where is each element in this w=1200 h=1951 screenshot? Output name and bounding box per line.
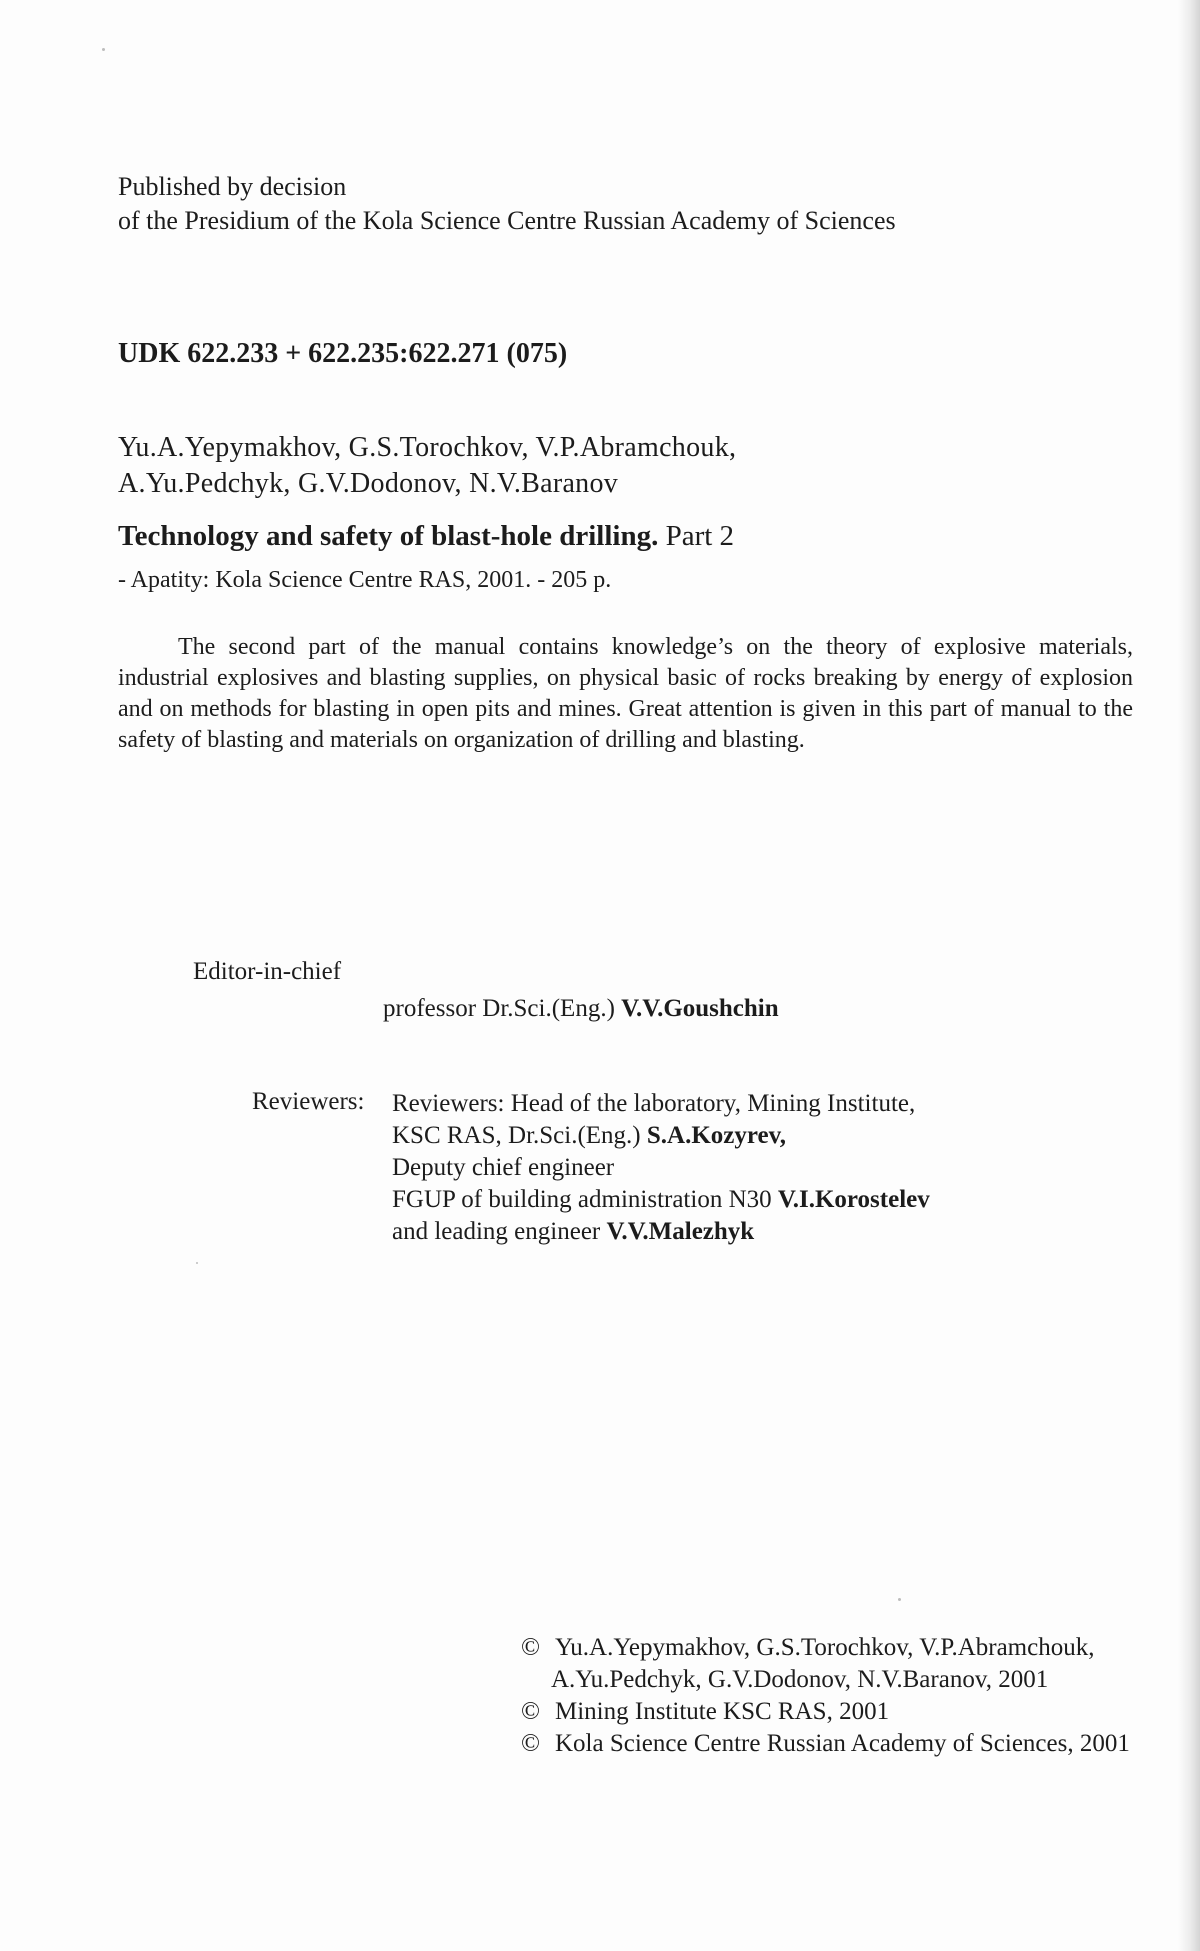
- publisher-line-1: Published by decision: [118, 170, 896, 204]
- reviewers-line-4: [392, 1184, 930, 1216]
- copyright-holder-centre: Kola Science Centre Russian Academy of Sciences, 2001: [555, 1730, 1130, 1757]
- scan-page-edge: [1178, 0, 1200, 1951]
- copyright-line-1: [521, 1632, 1130, 1664]
- authors-line-2: A.Yu.Pedchyk, G.V.Dodonov, N.V.Baranov: [118, 466, 736, 502]
- editor-name: V.V.Goushchin: [621, 995, 779, 1022]
- scan-speck: [196, 1262, 198, 1264]
- scan-speck: [102, 48, 105, 51]
- udk-code: UDK 622.233 + 622.235:622.271 (075): [118, 338, 567, 370]
- authors-list: [118, 430, 736, 502]
- publisher-line-2: of the Presidium of the Kola Science Centre Russian Academy of Sciences: [118, 204, 896, 238]
- book-title: [118, 520, 734, 553]
- editor-credit: [383, 995, 779, 1023]
- reviewer-1-affiliation: KSC RAS, Dr.Sci.(Eng.): [392, 1122, 641, 1149]
- reviewers-line-3: Deputy chief engineer: [392, 1152, 930, 1184]
- copyright-symbol: ©: [521, 1632, 555, 1664]
- reviewer-3-affiliation: and leading engineer: [392, 1218, 600, 1245]
- book-title-text: Technology and safety of blast-hole drilling.: [118, 520, 658, 552]
- reviewer-2-name: V.I.Korostelev: [778, 1186, 930, 1213]
- reviewer-1-name: S.A.Kozyrev,: [647, 1122, 786, 1149]
- copyright-symbol: ©: [521, 1696, 555, 1728]
- copyright-holder-authors: Yu.A.Yepymakhov, G.S.Torochkov, V.P.Abramchouk,: [555, 1634, 1094, 1661]
- document-page: [0, 0, 1200, 1951]
- reviewer-3-name: V.V.Malezhyk: [607, 1218, 755, 1245]
- copyright-line-2: [521, 1696, 1130, 1728]
- reviewers-line-2: [392, 1120, 930, 1152]
- copyright-line-3: [521, 1728, 1130, 1760]
- publisher-note: [118, 170, 896, 238]
- copyright-notice: [521, 1632, 1130, 1760]
- authors-line-1: Yu.A.Yepymakhov, G.S.Torochkov, V.P.Abramchouk,: [118, 430, 736, 466]
- scan-speck: [898, 1598, 901, 1601]
- abstract-paragraph: The second part of the manual contains knowledge’s on the theory of explosive materials, industrial explosives and blasting supplies, on physical basic of rocks breaking by energy of explosion and on methods for blasting in open pits and mines. Great attention is given in this part of manual to the safety of blasting and materials on organization of drilling and blasting.: [118, 632, 1133, 756]
- reviewers-list: [392, 1088, 930, 1248]
- book-part: Part 2: [666, 520, 734, 552]
- copyright-holder-institute: Mining Institute KSC RAS, 2001: [555, 1698, 889, 1725]
- editor-title: professor Dr.Sci.(Eng.): [383, 995, 615, 1022]
- reviewers-line-1: Reviewers: Head of the laboratory, Mining Institute,: [392, 1088, 930, 1120]
- reviewers-label: Reviewers:: [252, 1088, 364, 1116]
- reviewer-2-affiliation: FGUP of building administration N30: [392, 1186, 772, 1213]
- copyright-symbol: ©: [521, 1728, 555, 1760]
- editor-label: Editor-in-chief: [193, 958, 341, 986]
- book-imprint: - Apatity: Kola Science Centre RAS, 2001. - 205 p.: [118, 567, 611, 594]
- copyright-line-1-continued: A.Yu.Pedchyk, G.V.Dodonov, N.V.Baranov, 2001: [521, 1664, 1130, 1696]
- reviewers-line-5: [392, 1216, 930, 1248]
